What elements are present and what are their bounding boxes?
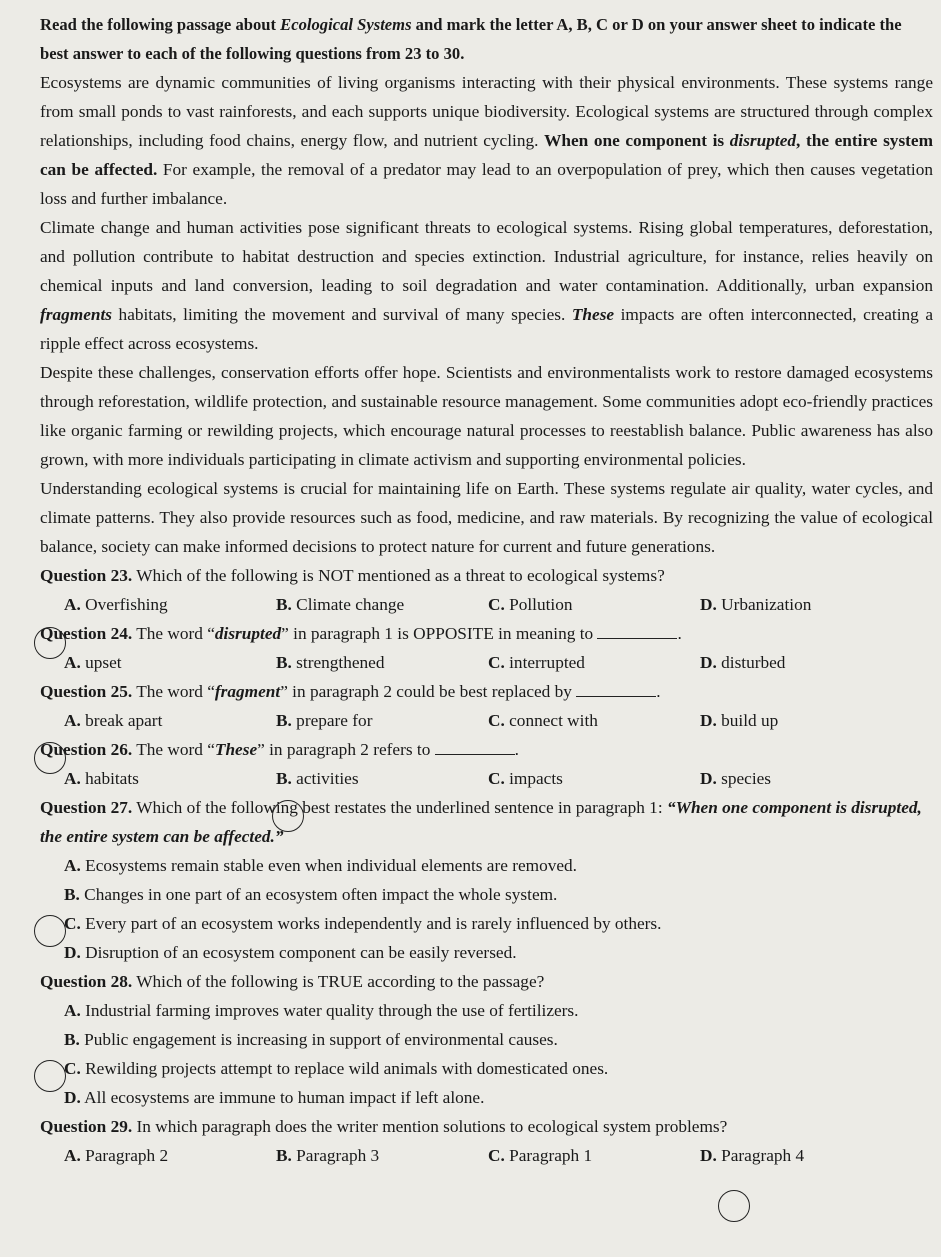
- q25-option-b[interactable]: B. prepare for: [276, 711, 373, 730]
- q27-option-b[interactable]: B. Changes in one part of an ecosystem often impact the whole system.: [64, 885, 558, 904]
- pen-circle-mark: [34, 915, 66, 947]
- paragraph-4: Understanding ecological systems is crucial for maintaining life on Earth. These systems regulate air quality, water cycles, and climate patterns. They also provide resources such as food, medicine, and raw materials. By recognizing the value of ecological balance, society can make informed decisions to protect nature for current and future generations.: [40, 479, 933, 556]
- q23-option-d[interactable]: D. Urbanization: [700, 595, 812, 614]
- pen-circle-mark: [34, 1060, 66, 1092]
- q26-option-a[interactable]: A. habitats: [64, 769, 139, 788]
- question-29: Question 29. In which paragraph does the writer mention solutions to ecological system problems?: [40, 1117, 728, 1136]
- instructions-topic: Ecological Systems: [280, 15, 412, 34]
- underlined-sentence: When one component is disrupted, the entire system can be affected.: [40, 131, 933, 179]
- q24-option-d[interactable]: D. disturbed: [700, 653, 786, 672]
- q24-option-c[interactable]: C. interrupted: [488, 653, 585, 672]
- question-29-options: [64, 1141, 933, 1170]
- q23-option-c[interactable]: C. Pollution: [488, 595, 573, 614]
- q24-option-b[interactable]: B. strengthened: [276, 653, 385, 672]
- question-26: Question 26. The word “These” in paragraph 2 refers to .: [40, 740, 519, 759]
- answer-blank: [597, 624, 677, 639]
- q26-option-b[interactable]: B. activities: [276, 769, 359, 788]
- paragraph-1: Ecosystems are dynamic communities of living organisms interacting with their physical environments. These systems range from small ponds to vast rainforests, and each supports unique biodiversity. Ecological systems are structured through complex relationships, including food chains, energy flow, and nutrient cycling. When one component is disrupted, the entire system can be affected. For example, the removal of a predator may lead to an overpopulation of prey, which then causes vegetation loss and further imbalance.: [40, 73, 933, 208]
- question-26-options: [64, 764, 933, 793]
- q25-option-c[interactable]: C. connect with: [488, 711, 598, 730]
- q25-option-d[interactable]: D. build up: [700, 711, 779, 730]
- q27-option-a[interactable]: A. Ecosystems remain stable even when individual elements are removed.: [64, 856, 578, 875]
- word-disrupted: disrupted: [729, 131, 797, 150]
- instructions: [40, 10, 933, 68]
- q29-option-d[interactable]: D. Paragraph 4: [700, 1146, 805, 1165]
- word-fragments: fragments: [40, 305, 113, 324]
- question-28: Question 28. Which of the following is TRUE according to the passage?: [40, 972, 545, 991]
- q28-option-c[interactable]: C. Rewilding projects attempt to replace wild animals with domesticated ones.: [64, 1059, 609, 1078]
- answer-blank: [435, 740, 515, 755]
- paragraph-3: Despite these challenges, conservation efforts offer hope. Scientists and environmentalists work to restore damaged ecosystems through reforestation, wildlife protection, and sustainable resource management. Some communities adopt eco-friendly practices like organic farming or rewilding projects, which encourage natural processes to reestablish balance. Public awareness has also grown, with more individuals participating in climate activism and supporting environmental policies.: [40, 363, 933, 469]
- q23-option-a[interactable]: A. Overfishing: [64, 595, 168, 614]
- q25-option-a[interactable]: A. break apart: [64, 711, 163, 730]
- q29-option-a[interactable]: A. Paragraph 2: [64, 1146, 169, 1165]
- question-25: Question 25. The word “fragment” in paragraph 2 could be best replaced by .: [40, 682, 661, 701]
- question-25-options: [64, 706, 933, 735]
- q27-option-c[interactable]: C. Every part of an ecosystem works independently and is rarely influenced by others.: [64, 914, 662, 933]
- q28-option-a[interactable]: A. Industrial farming improves water quality through the use of fertilizers.: [64, 1001, 579, 1020]
- question-27: Question 27. Which of the following best restates the underlined sentence in paragraph 1: “When one component is disrupted, the entire system can be affected.”: [40, 798, 922, 846]
- q23-option-b[interactable]: B. Climate change: [276, 595, 405, 614]
- q27-option-d[interactable]: D. Disruption of an ecosystem component can be easily reversed.: [64, 943, 517, 962]
- instructions-prefix: Read the following passage about: [40, 15, 281, 34]
- q26-option-c[interactable]: C. impacts: [488, 769, 563, 788]
- question-24: Question 24. The word “disrupted” in paragraph 1 is OPPOSITE in meaning to .: [40, 624, 682, 643]
- question-24-options: [64, 648, 933, 677]
- question-23-options: [64, 590, 933, 619]
- pen-circle-mark: [718, 1190, 750, 1222]
- instructions-suffix: and mark the letter A, B, C or D on your answer sheet to indicate the best answer to each of the following questions from 23 to 30.: [40, 15, 902, 63]
- q26-option-d[interactable]: D. species: [700, 769, 772, 788]
- q29-option-b[interactable]: B. Paragraph 3: [276, 1146, 380, 1165]
- question-23: Question 23. Which of the following is NOT mentioned as a threat to ecological systems?: [40, 566, 665, 585]
- paragraph-2: Climate change and human activities pose significant threats to ecological systems. Rising global temperatures, deforestation, and pollution contribute to habitat destruction and species extinction. Industrial agriculture, for instance, relies heavily on chemical inputs and land conversion, leading to soil degradation and water contamination. Additionally, urban expansion fragments habitats, limiting the movement and survival of many species. These impacts are often interconnected, creating a ripple effect across ecosystems.: [40, 218, 933, 353]
- q28-option-d[interactable]: D. All ecosystems are immune to human impact if left alone.: [64, 1088, 485, 1107]
- q29-option-c[interactable]: C. Paragraph 1: [488, 1146, 593, 1165]
- word-these: These: [571, 305, 615, 324]
- q24-option-a[interactable]: A. upset: [64, 653, 122, 672]
- q28-option-b[interactable]: B. Public engagement is increasing in support of environmental causes.: [64, 1030, 558, 1049]
- answer-blank: [576, 682, 656, 697]
